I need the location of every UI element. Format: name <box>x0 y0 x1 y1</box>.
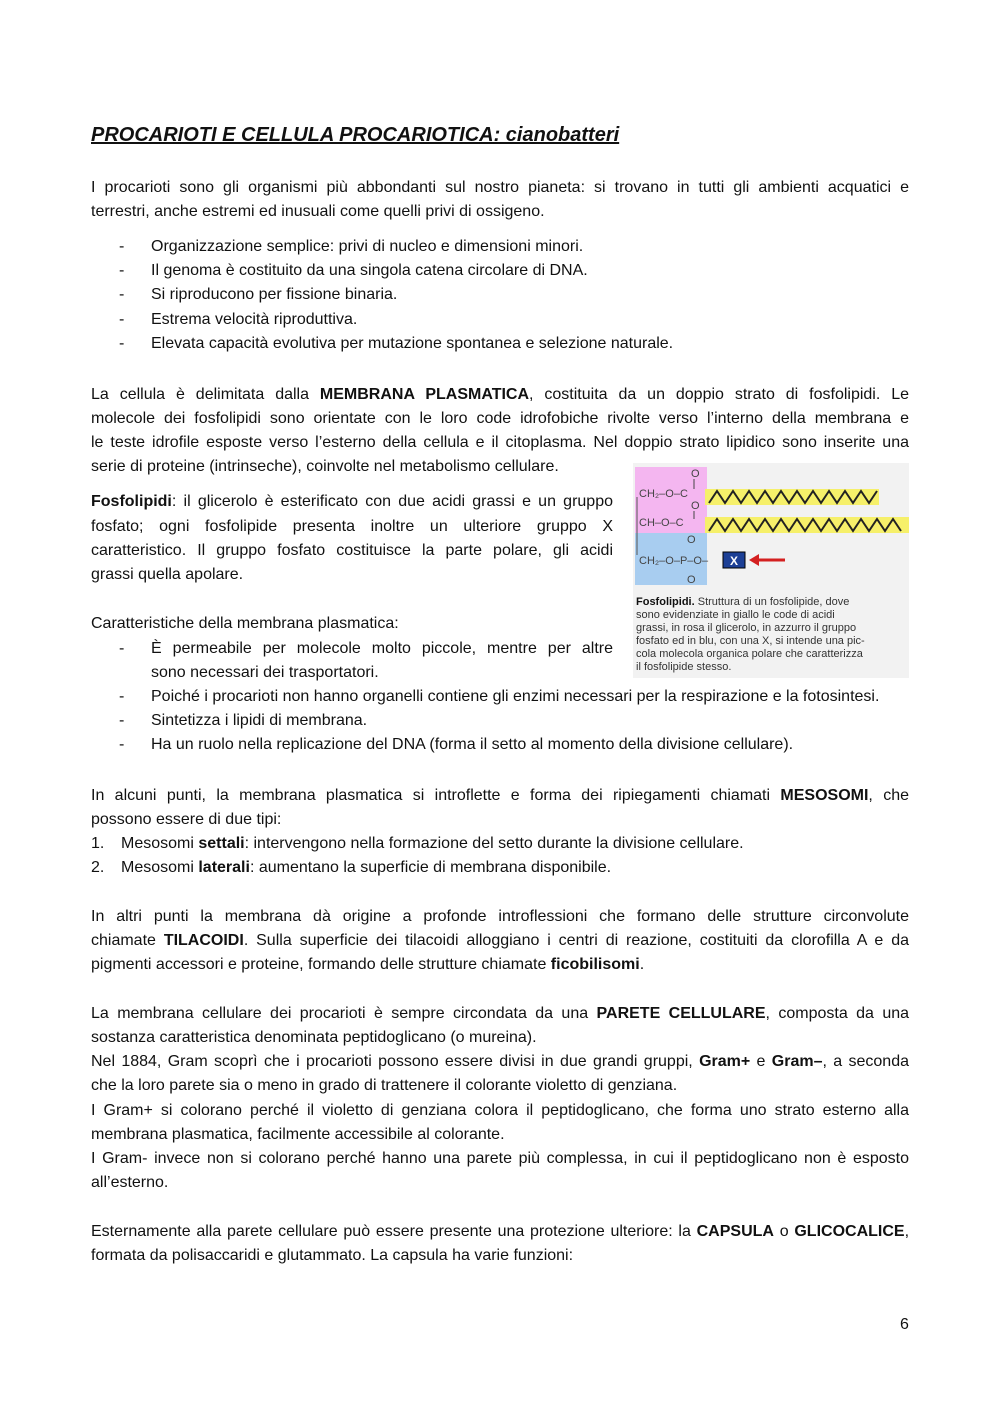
membrana-line-3: le teste idrofile esposte verso l’esterno della cellula e il citoplasma. Nel doppio strato lipidico sono inserite una <box>91 434 909 451</box>
page-title: PROCARIOTI E CELLULA PROCARIOTICA: cianobatteri <box>91 124 620 146</box>
oxygen-label-1: O <box>691 468 700 480</box>
oxygen-label-4: O <box>687 574 696 586</box>
glycerol-row-1: CH₂–O–C <box>639 488 688 500</box>
parete-line-2: sostanza caratteristica denominata peptidoglicano (o mureina). <box>91 1029 537 1046</box>
parete-line-6: membrana plasmatica, facilmente accessibile al colorante. <box>91 1126 505 1143</box>
caratteristiche-heading: Caratteristiche della membrana plasmatica: <box>91 615 399 632</box>
document-page: PROCARIOTI E CELLULA PROCARIOTICA: cianobatteri I procarioti sono gli organismi più abbondanti sul nostro pianeta: si trovano in tutti gli ambienti acquatici e terrestri, anche estremi ed inusuali come quelli privi di ossigeno. - Organizzazione semplice: privi di nucleo e dimensioni minori. - Il genoma è costituito da una singola catena circolare di DNA. - Si riproducono per fissione binaria. - Estrema velocità riproduttiva. - Elevata capacità evolutiva per mutazione spontanea e selezione naturale. La cellula è delimitata dalla MEMBRANA PLASMATICA, costituita da un doppio strato di fosfolipidi. Le molecole dei fosfolipidi sono orientate con le loro code idrofobiche rivolte verso l’interno della membrana e le teste idrofile esposte verso l’esterno della cellula e il citoplasma. Nel doppio strato lipidico sono inserite una serie di proteine (intrinseche), coinvolte nel metabolismo cellulare. Fosfolipidi: il glicerolo è esterificato con due acidi grassi e un gruppo fosfato; ogni fosfolipide presenta inoltre un ulteriore gruppo X caratteristico. Il gruppo fosfato costituisce la parte polare, gli acidi grassi quella apolare. Caratteristiche della membrana plasmatica: - È permeabile per molecole molto piccole, mentre per altre sono necessari dei trasportatori. - Poiché i procarioti non hanno organelli contiene gli enzimi necessari per la respirazione e la fotosintesi. - Sintetizza i lipidi di membrana. - Ha un ruolo nella replicazione del DNA (forma il setto al momento della divisione cellulare). In alcuni punti, la membrana plasmatica si introflette e forma dei ripiegamenti chiamati MESOSOMI, che possono essere di due tipi: 1. Mesosomi settali: intervengono nella formazione del setto durante la divisione cellulare. 2. Mesosomi laterali: aumentano la superficie di membrana disponibile. In altri punti la membrana dà origine a profonde introflessioni che formano delle strutture circonvolute chiamate TILACOIDI. Sulla superficie dei tilacoidi alloggiano i centri di reazione, costituiti da clorofilla A e da pigmenti accessori e proteine, formando delle strutture chiamate ficobilisomi. La membrana cellulare dei procarioti è sempre circondata da una PARETE CELLULARE, composta da una sostanza caratteristica denominata peptidoglicano (o mureina). Nel 1884, Gram scoprì che i procarioti possono essere divisi in due grandi gruppi, Gram+ e Gram–, a seconda che la loro parete sia o meno in grado di trattenere il colorante violetto di genziana. I Gram+ si colorano perché il violetto di genziana colora il peptidoglicano, che forma uno strato esterno alla membrana plasmatica, facilmente accessibile al colorante. I Gram- invece non si colorano perché hanno una parete più complessa, in cui il peptidoglicano non è esposto all’esterno. Esternamente alla parete cellulare può essere presente una protezione ulteriore: la CAPSULA o GLICOCALICE, formata da polisaccaridi e glutammato. La capsula ha varie funzioni: <box>91 0 909 1414</box>
capsula-line-2: formata da polisaccaridi e glutammato. La capsula ha varie funzioni: <box>91 1247 574 1264</box>
membrana-line-4: serie di proteine (intrinseche), coinvolte nel metabolismo cellulare. <box>91 458 559 475</box>
parete-line-5: I Gram+ si colorano perché il violetto di genziana colora il peptidoglicano, che forma uno strato esterno alla <box>91 1102 909 1119</box>
intro-line-2: terrestri, anche estremi ed inusuali come quelli privi di ossigeno. <box>91 203 545 220</box>
oxygen-label-2: O <box>691 500 700 512</box>
tilacoidi-line-3: pigmenti accessori e proteine, formando delle strutture chiamate ficobilisomi. <box>91 956 645 973</box>
figure-caption: Fosfolipidi. Struttura di un fosfolipide, dove sono evidenziate in giallo le code di acidi grassi, in rosa il glicerolo, in azzurro il gruppo fosfato ed in blu, con una X, si intende una pic- cola molecola organica polare che caratterizza il fosfolipide stesso. <box>636 596 865 673</box>
membrana-line-1: La cellula è delimitata dalla MEMBRANA PLASMATICA, costituita da un doppio strato di fosfolipidi. Le <box>91 386 910 403</box>
parete-line-3: Nel 1884, Gram scoprì che i procarioti possono essere divisi in due grandi gruppi, Gram+ e Gram–, a seconda <box>91 1053 910 1070</box>
glycerol-row-2: CH–O–C <box>639 517 684 529</box>
capsula-line-1: Esternamente alla parete cellulare può essere presente una protezione ulteriore: la CAPSULA o GLICOCALICE, <box>91 1223 910 1240</box>
fosfolipidi-line-3: caratteristico. Il gruppo fosfato costituisce la parte polare, gli acidi <box>91 542 613 559</box>
tilacoidi-line-2: chiamate TILACOIDI. Sulla superficie dei tilacoidi alloggiano i centri di reazione, costituiti da clorofilla A e da <box>91 932 909 949</box>
phosphate-row: CH₂–O–P–O– <box>639 555 709 567</box>
parete-line-1: La membrana cellulare dei procarioti è sempre circondata da una PARETE CELLULARE, composta da una <box>91 1005 910 1022</box>
parete-line-8: all’esterno. <box>91 1174 169 1191</box>
oxygen-label-3: O <box>687 534 696 546</box>
mesosomi-line-1: In alcuni punti, la membrana plasmatica si introflette e forma dei ripiegamenti chiamati MESOSOMI, che <box>91 787 910 804</box>
parete-line-4: che la loro parete sia o meno in grado di trattenere il colorante violetto di genziana. <box>91 1077 678 1094</box>
mesosomi-line-2: possono essere di due tipi: <box>91 811 282 828</box>
intro-line-1: I procarioti sono gli organismi più abbondanti sul nostro pianeta: si trovano in tutti gli ambienti acquatici e <box>91 179 909 196</box>
parete-line-7: I Gram- invece non si colorano perché hanno una parete più complessa, in cui il peptidoglicano non è esposto <box>91 1150 909 1167</box>
x-group-label: X <box>730 554 739 568</box>
tilacoidi-line-1: In altri punti la membrana dà origine a profonde introflessioni che formano delle strutture circonvolute <box>91 908 909 925</box>
membrana-line-2: molecole dei fosfolipidi sono orientate con le loro code idrofobiche rivolte verso l’interno della membrana e <box>91 410 909 427</box>
fosfolipidi-line-1: Fosfolipidi: il glicerolo è esterificato con due acidi grassi e un gruppo <box>91 493 613 510</box>
fosfolipidi-line-2: fosfato; ogni fosfolipide presenta inoltre un ulteriore gruppo X <box>91 518 613 535</box>
fosfolipidi-line-4: grassi quella apolare. <box>91 566 244 583</box>
page-number: 6 <box>900 1316 909 1333</box>
